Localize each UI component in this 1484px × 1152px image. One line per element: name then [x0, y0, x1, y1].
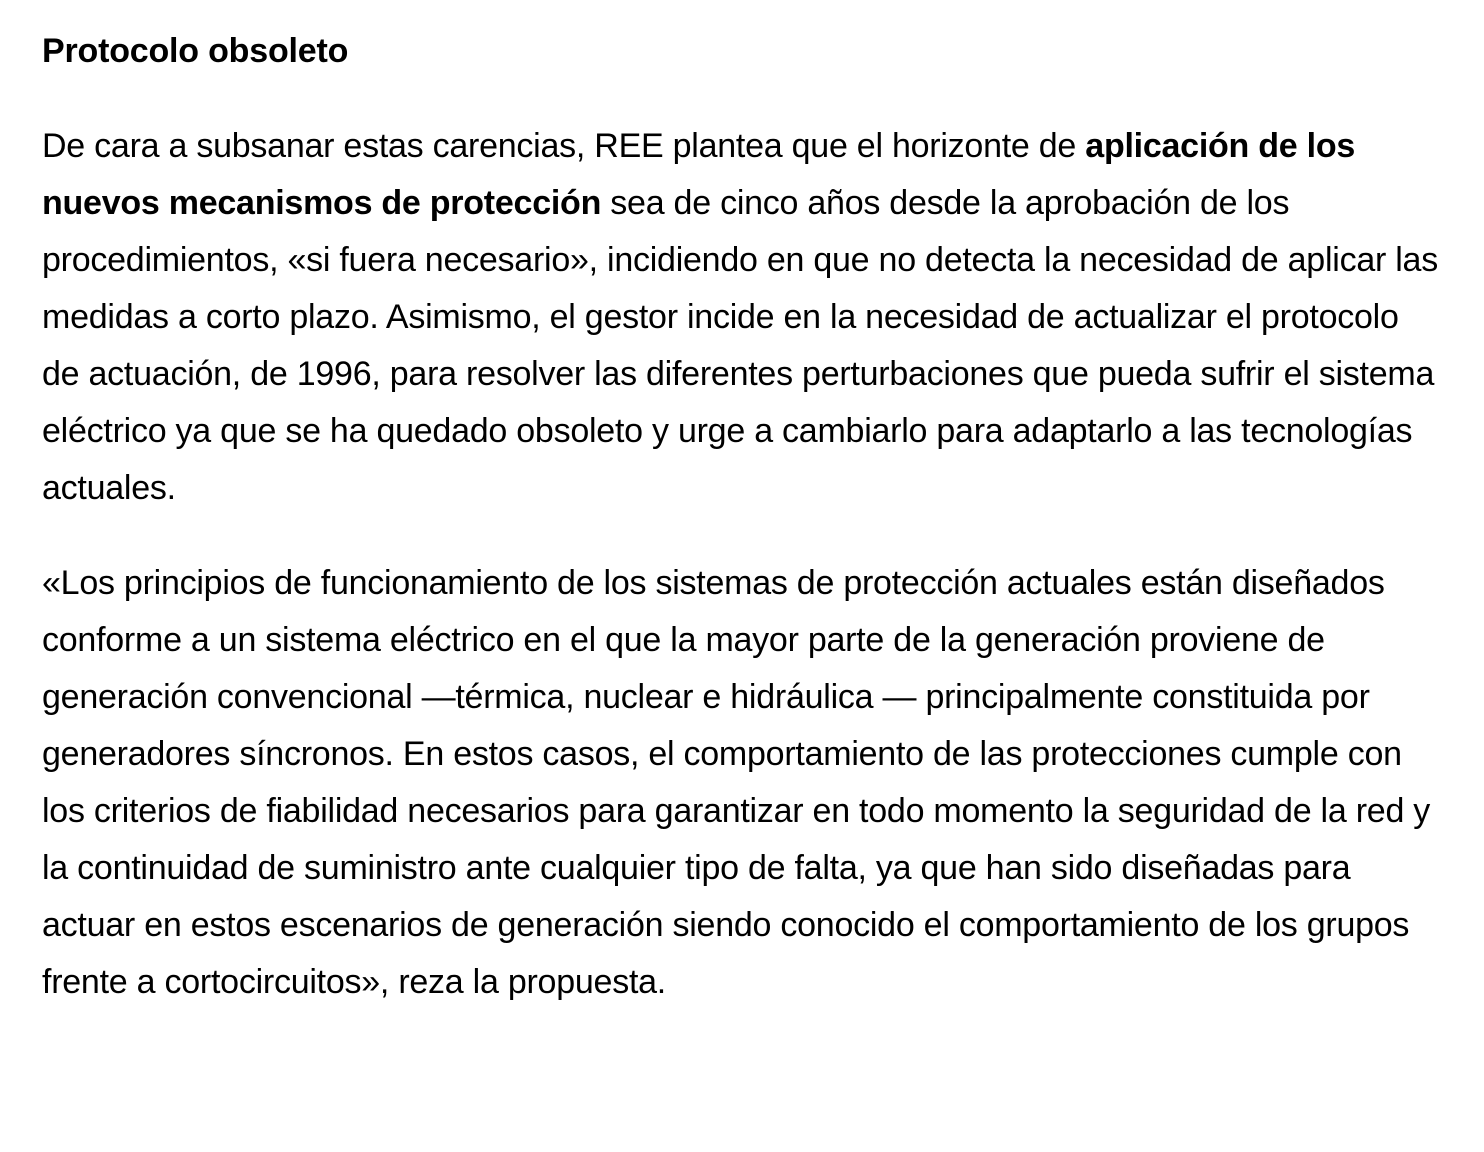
article-body: [42, 28, 1442, 1011]
paragraph-1-intro: De cara a subsanar estas carencias, REE plantea que el horizonte de: [42, 127, 1086, 165]
paragraph-1-rest: sea de cinco años desde la aprobación de los procedimientos, «si fuera necesario», incidiendo en que no detecta la necesidad de aplicar las medidas a corto plazo. Asimismo, el gestor incide en la necesidad de actualizar el protocolo de actuación, de 1996, para resolver las diferentes perturbaciones que pueda sufrir el sistema eléctrico ya que se ha quedado obsoleto y urge a cambiarlo para adaptarlo a las tecnologías actuales.: [42, 184, 1438, 507]
paragraph-1: [42, 118, 1442, 517]
paragraph-1-bold-phrase: aplicación de los nuevos mecanismos de protección: [42, 127, 1356, 222]
section-title: Protocolo obsoleto: [42, 32, 349, 70]
paragraph-2-quote: «Los principios de funcionamiento de los sistemas de protección actuales están diseñados conforme a un sistema eléctrico en el que la mayor parte de la generación proviene de generación convencional —térmica, nuclear e hidráulica — principalmente constituida por generadores síncronos. En estos casos, el comportamiento de las protecciones cumple con los criterios de fiabilidad necesarios para garantizar en todo momento la seguridad de la red y la continuidad de suministro ante cualquier tipo de falta, ya que han sido diseñadas para actuar en estos escenarios de generación siendo conocido el comportamiento de los grupos frente a cortocircuitos», reza la propuesta.: [42, 564, 1431, 1001]
